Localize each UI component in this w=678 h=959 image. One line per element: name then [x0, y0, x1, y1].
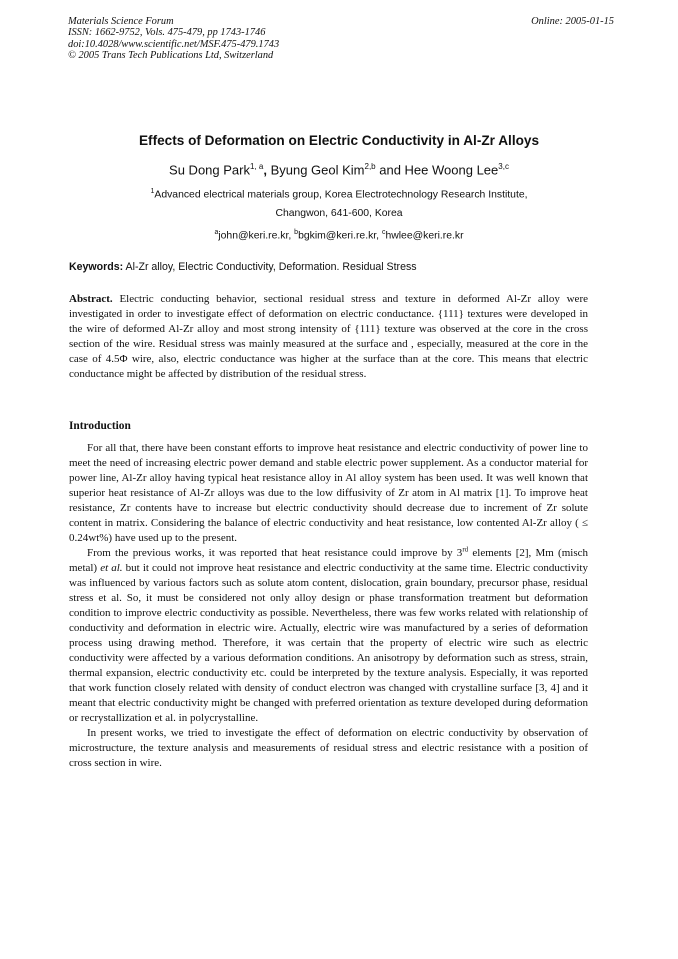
- journal-name: Materials Science Forum: [68, 16, 174, 27]
- abstract: [69, 292, 588, 382]
- et-al-italic: et al.: [100, 562, 123, 574]
- author-sup: 1, a: [249, 162, 264, 171]
- author-list: [0, 162, 678, 177]
- author-name: Su Dong Park: [169, 162, 250, 178]
- introduction-paragraph-1: For all that, there have been constant efforts to improve heat resistance and electric conductivity of power line to meet the need of increasing electric power demand and stable electric power supplement. As a conductor material for power line, Al-Zr alloy having typical heat resistance alloy in Al alloy system has been used. It was well known that superior heat resistance of Al-Zr alloys was due to the low diffusivity of Zr atom in Al matrix [1]. To improve heat resistance, Zr contents have to increase but electric conductivity should decrease due to increment of Zr solute content in matrix. Considering the balance of electric conductivity and heat resistance, low contented Al-Zr alloy ( ≤ 0.24wt%) have used up to the present.: [69, 442, 588, 544]
- paragraph-text: From the previous works, it was reported that heat resistance could improve by 3: [87, 547, 463, 559]
- ordinal-sup: rd: [462, 545, 469, 554]
- journal-header: [68, 16, 279, 62]
- author-separator: ,: [263, 162, 271, 178]
- abstract-text: Electric conducting behavior, sectional residual stress and texture in deformed Al-Zr alloy were investigated in order to investigate effect of deformation on electric conductance. {111} textures were developed in the wire of deformed Al-Zr alloy and most strong intensity of {111} texture was observed at the core in the cross section of the wire. Residual stress was mainly measured at the surface and , especially, measured at the core in the case of 4.5Φ wire, also, electric conductance was higher at the surface than at the core. This means that electric conductance might be affected by distribution of the residual stress.: [69, 293, 588, 380]
- section-heading-introduction: Introduction: [69, 420, 131, 432]
- journal-copyright: © 2005 Trans Tech Publications Ltd, Switzerland: [68, 50, 274, 62]
- abstract-paragraph: [69, 292, 588, 382]
- journal-issn: ISSN: 1662-9752, Vols. 475-479, pp 1743-1746: [68, 27, 266, 39]
- author-separator: and: [375, 162, 405, 178]
- paragraph-text: elements [2], Mm (misch metal): [69, 547, 588, 574]
- email-sup: b: [294, 229, 299, 236]
- paragraph-text: but it could not improve heat resistance and electric conductivity at the same time. Electric conductivity was influenced by various factors such as solute atom content, dislocation, grain boundary, precursor phase, residual stress et al. So, it must be considered not only alloy design or phase transformation treatment but deformation condition to improve electric conductivity as possible. Nevertheless, there was few works related with relationship of conductivity and deformation in electric wire. Actually, electric wire was manufactured by a series of deformation process using drawing method. Therefore, it was certain that the property of electric wire such as electric conductivity were affected by a various deformation conditions. An anisotropy by deformation such as stress, strain, thermal expansion, electric conductivity etc. could be interpreted by the texture analysis. Especially, it was reported that work function closely related with density of conduct electron was changed with crystalline surface [3, 4] and it meant that electric conductivity might be changed with preferred orientation as texture developed during deformation or recrystallization et al. in polycrystalline.: [69, 562, 588, 724]
- author-sup: 2,b: [364, 162, 376, 171]
- introduction-body: [69, 441, 588, 771]
- keywords-text: Al-Zr alloy, Electric Conductivity, Deformation. Residual Stress: [123, 261, 417, 273]
- author-sup: 3,c: [498, 162, 509, 171]
- affiliation-sup: 1: [150, 188, 155, 195]
- introduction-paragraph-3: In present works, we tried to investigate the effect of deformation on electric conductivity by observation of microstructure, the texture analysis and measurements of residual stress and electric resistance with a position of cross section in wire.: [69, 727, 588, 769]
- abstract-label: Abstract.: [69, 293, 113, 305]
- introduction-paragraph-2: [69, 546, 588, 726]
- keywords: [69, 261, 609, 273]
- email-address: hwlee@keri.re.kr: [385, 230, 464, 242]
- affiliation-line-2: Changwon, 641-600, Korea: [275, 208, 403, 219]
- email-sup: c: [381, 229, 386, 236]
- author-name: Byung Geol Kim: [270, 162, 365, 178]
- affiliation-line-1: [0, 188, 678, 200]
- email-line: [0, 229, 678, 241]
- keywords-label: Keywords:: [69, 261, 124, 273]
- email-sup: a: [214, 229, 219, 236]
- online-date: Online: 2005-01-15: [531, 16, 614, 27]
- author-name: Hee Woong Lee: [404, 162, 499, 178]
- email-address: john@keri.re.kr,: [218, 230, 295, 242]
- affiliation-text: Advanced electrical materials group, Korea Electrotechnology Research Institute,: [154, 189, 528, 201]
- email-address: bgkim@keri.re.kr,: [298, 230, 382, 242]
- journal-doi: doi:10.4028/www.scientific.net/MSF.475-479.1743: [68, 38, 280, 50]
- paper-title: Effects of Deformation on Electric Conductivity in Al-Zr Alloys: [138, 133, 540, 148]
